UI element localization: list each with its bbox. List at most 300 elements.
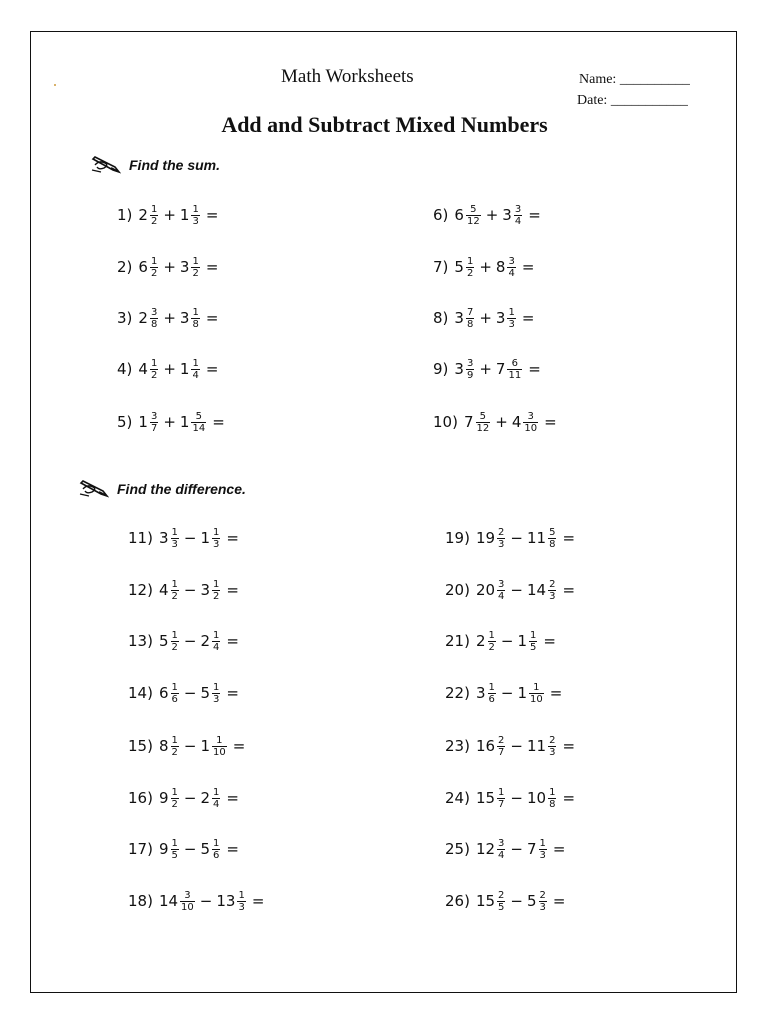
- whole-number: 12: [475, 840, 496, 858]
- whole-number: 8: [158, 737, 169, 755]
- numerator: 1: [539, 837, 546, 849]
- fraction: [497, 579, 505, 602]
- operator: −: [510, 892, 523, 910]
- fraction: [171, 787, 179, 810]
- equals-sign: =: [544, 413, 557, 431]
- whole-number: 7: [527, 840, 537, 858]
- numerator: 1: [216, 734, 223, 746]
- problem-item: [433, 302, 534, 334]
- numerator: 1: [192, 306, 199, 318]
- denominator: 3: [192, 215, 199, 227]
- fraction: [548, 787, 556, 810]
- fraction: [150, 204, 158, 227]
- equals-sign: =: [521, 309, 535, 327]
- equals-sign: =: [528, 360, 541, 378]
- whole-number: 2: [200, 632, 210, 650]
- equals-sign: =: [226, 632, 239, 650]
- denominator: 6: [171, 693, 178, 705]
- fraction: [529, 630, 537, 653]
- problem-item: [445, 782, 575, 814]
- problem-number: 11): [128, 529, 153, 547]
- problem-number: 10): [433, 413, 458, 431]
- problem-item: [445, 625, 556, 657]
- whole-number: 5: [200, 684, 210, 702]
- fraction: [150, 307, 158, 330]
- operator: −: [510, 789, 523, 807]
- problem-number: 12): [128, 581, 153, 599]
- whole-number: 13: [216, 892, 236, 910]
- fraction: [497, 838, 505, 861]
- whole-number: 3: [200, 581, 210, 599]
- whole-number: 5: [200, 840, 210, 858]
- problem-number: 22): [445, 684, 470, 702]
- denominator: 2: [171, 746, 178, 758]
- whole-number: 10: [527, 789, 547, 807]
- problem-number: 19): [445, 529, 470, 547]
- equals-sign: =: [205, 258, 219, 276]
- denominator: 10: [530, 693, 543, 705]
- operator: −: [500, 684, 514, 702]
- problem-item: [445, 833, 566, 865]
- problem-number: 14): [128, 684, 153, 702]
- numerator: 1: [508, 306, 515, 318]
- pencil-icon: [91, 156, 121, 174]
- denominator: 7: [150, 422, 158, 434]
- fraction: [497, 787, 505, 810]
- paper-speck: [54, 84, 56, 86]
- whole-number: 9: [158, 789, 169, 807]
- numerator: 1: [213, 526, 220, 538]
- problem-item: [128, 782, 239, 814]
- numerator: 1: [466, 255, 474, 267]
- whole-number: 5: [158, 632, 169, 650]
- numerator: 3: [527, 410, 534, 422]
- fraction: [171, 579, 179, 602]
- equals-sign: =: [543, 632, 556, 650]
- denominator: 8: [192, 318, 199, 330]
- fraction: [150, 358, 158, 381]
- operator: −: [510, 581, 523, 599]
- whole-number: 4: [158, 581, 169, 599]
- operator: +: [479, 309, 492, 327]
- problem-item: [117, 199, 218, 231]
- equals-sign: =: [232, 737, 246, 755]
- numerator: 1: [171, 837, 178, 849]
- problem-item: [445, 730, 575, 762]
- denominator: 3: [549, 590, 556, 602]
- operator: −: [183, 789, 197, 807]
- numerator: 1: [192, 357, 199, 369]
- operator: −: [510, 840, 523, 858]
- numerator: 3: [514, 203, 522, 215]
- numerator: 1: [533, 681, 540, 693]
- whole-number: 4: [138, 360, 148, 378]
- denominator: 5: [530, 641, 537, 653]
- equals-sign: =: [521, 258, 535, 276]
- whole-number: 1: [179, 360, 190, 378]
- fraction: [523, 411, 538, 434]
- problem-item: [433, 251, 534, 283]
- problem-item: [117, 251, 218, 283]
- problem-item: [445, 574, 575, 606]
- denominator: 3: [539, 849, 546, 861]
- fraction: [171, 682, 179, 705]
- operator: +: [163, 206, 176, 224]
- numerator: 3: [498, 578, 505, 590]
- problem-number: 3): [117, 309, 133, 327]
- denominator: 3: [213, 538, 220, 550]
- whole-number: 6: [158, 684, 169, 702]
- denominator: 5: [498, 901, 505, 913]
- fraction: [237, 890, 245, 913]
- numerator: 6: [511, 357, 518, 369]
- operator: +: [495, 413, 508, 431]
- fraction: [191, 358, 199, 381]
- whole-number: 3: [495, 309, 506, 327]
- problem-number: 15): [128, 737, 153, 755]
- problem-item: [128, 625, 239, 657]
- section-sum-label: Find the sum.: [129, 157, 220, 173]
- operator: +: [163, 309, 176, 327]
- numerator: 1: [192, 255, 199, 267]
- fraction: [212, 579, 220, 602]
- fraction: [476, 411, 491, 434]
- numerator: 1: [150, 357, 158, 369]
- problem-item: [128, 730, 245, 762]
- whole-number: 16: [475, 737, 496, 755]
- problem-item: [128, 574, 239, 606]
- fraction: [212, 735, 227, 758]
- pencil-icon: [79, 480, 109, 498]
- numerator: 3: [184, 889, 191, 901]
- operator: −: [183, 581, 197, 599]
- numerator: 1: [213, 786, 220, 798]
- denominator: 7: [498, 798, 505, 810]
- numerator: 5: [549, 526, 556, 538]
- problem-item: [128, 833, 239, 865]
- whole-number: 11: [527, 529, 547, 547]
- denominator: 4: [213, 641, 220, 653]
- fraction: [150, 256, 158, 279]
- numerator: 5: [470, 203, 477, 215]
- whole-number: 15: [475, 892, 496, 910]
- denominator: 11: [508, 369, 522, 381]
- denominator: 2: [150, 215, 158, 227]
- equals-sign: =: [226, 684, 239, 702]
- equals-sign: =: [251, 892, 265, 910]
- whole-number: 5: [454, 258, 464, 276]
- denominator: 4: [192, 369, 199, 381]
- denominator: 3: [213, 693, 220, 705]
- equals-sign: =: [562, 737, 576, 755]
- numerator: 7: [466, 306, 474, 318]
- numerator: 1: [498, 786, 505, 798]
- numerator: 2: [498, 526, 505, 538]
- equals-sign: =: [562, 581, 576, 599]
- problem-number: 26): [445, 892, 470, 910]
- denominator: 8: [466, 318, 474, 330]
- denominator: 6: [488, 693, 495, 705]
- date-field: Date: ___________: [577, 93, 688, 108]
- numerator: 1: [171, 526, 178, 538]
- denominator: 14: [192, 422, 206, 434]
- numerator: 2: [549, 734, 556, 746]
- fraction: [548, 579, 556, 602]
- equals-sign: =: [205, 360, 219, 378]
- denominator: 4: [508, 267, 515, 279]
- problem-number: 4): [117, 360, 133, 378]
- numerator: 1: [238, 889, 245, 901]
- denominator: 12: [466, 215, 480, 227]
- operator: +: [163, 413, 176, 431]
- whole-number: 5: [527, 892, 537, 910]
- problem-item: [433, 406, 557, 438]
- whole-number: 1: [517, 632, 527, 650]
- numerator: 1: [192, 203, 199, 215]
- problem-item: [117, 353, 218, 385]
- denominator: 3: [238, 901, 245, 913]
- equals-sign: =: [562, 529, 576, 547]
- whole-number: 9: [158, 840, 169, 858]
- fraction: [212, 787, 220, 810]
- whole-number: 3: [179, 309, 190, 327]
- fraction: [539, 890, 547, 913]
- fraction: [212, 527, 220, 550]
- operator: −: [183, 684, 197, 702]
- fraction: [548, 527, 556, 550]
- operator: −: [199, 892, 213, 910]
- denominator: 12: [476, 422, 490, 434]
- whole-number: 1: [200, 529, 210, 547]
- whole-number: 3: [454, 309, 464, 327]
- fraction: [488, 630, 496, 653]
- fraction: [191, 411, 206, 434]
- numerator: 3: [508, 255, 515, 267]
- problem-number: 20): [445, 581, 470, 599]
- fraction: [507, 358, 522, 381]
- denominator: 5: [171, 849, 178, 861]
- problem-number: 6): [433, 206, 449, 224]
- numerator: 2: [498, 889, 505, 901]
- fraction: [466, 256, 474, 279]
- denominator: 4: [213, 798, 220, 810]
- fraction: [212, 838, 220, 861]
- fraction: [529, 682, 544, 705]
- problem-item: [445, 885, 566, 917]
- problem-number: 13): [128, 632, 153, 650]
- denominator: 9: [466, 369, 474, 381]
- equals-sign: =: [562, 789, 576, 807]
- numerator: 1: [171, 681, 178, 693]
- equals-sign: =: [205, 206, 219, 224]
- denominator: 4: [498, 590, 505, 602]
- problem-item: [433, 199, 541, 231]
- denominator: 2: [150, 267, 158, 279]
- whole-number: 14: [527, 581, 547, 599]
- operator: −: [500, 632, 514, 650]
- whole-number: 1: [179, 413, 190, 431]
- whole-number: 11: [527, 737, 547, 755]
- fraction: [466, 204, 481, 227]
- operator: +: [163, 258, 176, 276]
- numerator: 1: [530, 629, 537, 641]
- denominator: 8: [150, 318, 158, 330]
- numerator: 3: [150, 410, 158, 422]
- problem-number: 9): [433, 360, 449, 378]
- denominator: 2: [466, 267, 474, 279]
- equals-sign: =: [205, 309, 219, 327]
- problem-number: 8): [433, 309, 449, 327]
- fraction: [507, 256, 515, 279]
- denominator: 10: [181, 901, 194, 913]
- numerator: 1: [171, 786, 178, 798]
- denominator: 3: [498, 538, 505, 550]
- problem-item: [445, 677, 562, 709]
- whole-number: 1: [200, 737, 210, 755]
- numerator: 2: [549, 578, 556, 590]
- main-title: Add and Subtract Mixed Numbers: [221, 112, 548, 137]
- problem-item: [117, 406, 225, 438]
- denominator: 2: [150, 369, 158, 381]
- fraction: [191, 307, 199, 330]
- whole-number: 1: [138, 413, 148, 431]
- numerator: 1: [488, 629, 495, 641]
- denominator: 10: [213, 746, 226, 758]
- operator: −: [183, 737, 197, 755]
- worksheet-page: [30, 31, 737, 993]
- equals-sign: =: [528, 206, 541, 224]
- whole-number: 2: [475, 632, 486, 650]
- numerator: 1: [213, 681, 220, 693]
- denominator: 2: [488, 641, 495, 653]
- fraction: [488, 682, 496, 705]
- denominator: 2: [171, 590, 178, 602]
- denominator: 2: [213, 590, 220, 602]
- denominator: 8: [549, 538, 556, 550]
- whole-number: 1: [179, 206, 190, 224]
- fraction: [171, 735, 179, 758]
- operator: −: [183, 840, 197, 858]
- whole-number: 14: [158, 892, 179, 910]
- problem-number: 24): [445, 789, 470, 807]
- problem-item: [128, 677, 239, 709]
- denominator: 4: [514, 215, 522, 227]
- fraction: [150, 411, 158, 434]
- numerator: 1: [549, 786, 556, 798]
- numerator: 1: [171, 578, 178, 590]
- problem-number: 1): [117, 206, 133, 224]
- numerator: 3: [498, 837, 505, 849]
- numerator: 1: [171, 734, 178, 746]
- name-field: Name: __________: [579, 72, 690, 87]
- denominator: 2: [192, 267, 199, 279]
- numerator: 3: [150, 306, 158, 318]
- section-difference-label: Find the difference.: [117, 481, 246, 497]
- problem-number: 21): [445, 632, 470, 650]
- problem-number: 25): [445, 840, 470, 858]
- denominator: 7: [498, 746, 505, 758]
- fraction: [497, 527, 505, 550]
- fraction: [466, 307, 474, 330]
- numerator: 1: [150, 255, 158, 267]
- whole-number: 2: [138, 309, 148, 327]
- numerator: 1: [171, 629, 178, 641]
- fraction: [171, 630, 179, 653]
- numerator: 1: [213, 629, 220, 641]
- fraction: [514, 204, 522, 227]
- whole-number: 7: [495, 360, 506, 378]
- whole-number: 8: [495, 258, 506, 276]
- equals-sign: =: [226, 789, 239, 807]
- denominator: 3: [508, 318, 515, 330]
- equals-sign: =: [226, 840, 239, 858]
- numerator: 1: [150, 203, 158, 215]
- whole-number: 6: [138, 258, 148, 276]
- operator: +: [479, 360, 492, 378]
- problem-item: [117, 302, 218, 334]
- section-difference-header: [79, 480, 246, 498]
- problem-item: [128, 885, 264, 917]
- problem-number: 2): [117, 258, 133, 276]
- problem-number: 7): [433, 258, 449, 276]
- denominator: 2: [171, 798, 178, 810]
- numerator: 5: [479, 410, 487, 422]
- denominator: 4: [498, 849, 505, 861]
- whole-number: 2: [200, 789, 210, 807]
- numerator: 2: [498, 734, 505, 746]
- section-sum-header: [91, 156, 220, 174]
- whole-number: 1: [517, 684, 527, 702]
- equals-sign: =: [549, 684, 563, 702]
- problem-item: [128, 522, 239, 554]
- whole-number: 7: [463, 413, 474, 431]
- whole-number: 3: [179, 258, 190, 276]
- equals-sign: =: [552, 892, 566, 910]
- problem-item: [445, 522, 575, 554]
- fraction: [191, 204, 199, 227]
- operator: −: [510, 529, 523, 547]
- operator: +: [163, 360, 176, 378]
- problem-number: 23): [445, 737, 470, 755]
- equals-sign: =: [552, 840, 566, 858]
- numerator: 5: [195, 410, 202, 422]
- problem-number: 16): [128, 789, 153, 807]
- fraction: [171, 838, 179, 861]
- problem-item: [433, 353, 541, 385]
- fraction: [497, 735, 505, 758]
- fraction: [191, 256, 199, 279]
- operator: −: [183, 529, 197, 547]
- fraction: [497, 890, 505, 913]
- denominator: 8: [549, 798, 556, 810]
- whole-number: 20: [475, 581, 496, 599]
- fraction: [507, 307, 515, 330]
- operator: +: [485, 206, 499, 224]
- numerator: 1: [213, 578, 220, 590]
- worksheet-title: Math Worksheets: [281, 66, 414, 87]
- equals-sign: =: [212, 413, 225, 431]
- whole-number: 15: [475, 789, 496, 807]
- whole-number: 4: [511, 413, 522, 431]
- denominator: 10: [524, 422, 538, 434]
- numerator: 1: [213, 837, 220, 849]
- whole-number: 6: [454, 206, 464, 224]
- numerator: 1: [488, 681, 495, 693]
- equals-sign: =: [226, 581, 239, 599]
- fraction: [539, 838, 547, 861]
- fraction: [212, 682, 220, 705]
- operator: +: [479, 258, 492, 276]
